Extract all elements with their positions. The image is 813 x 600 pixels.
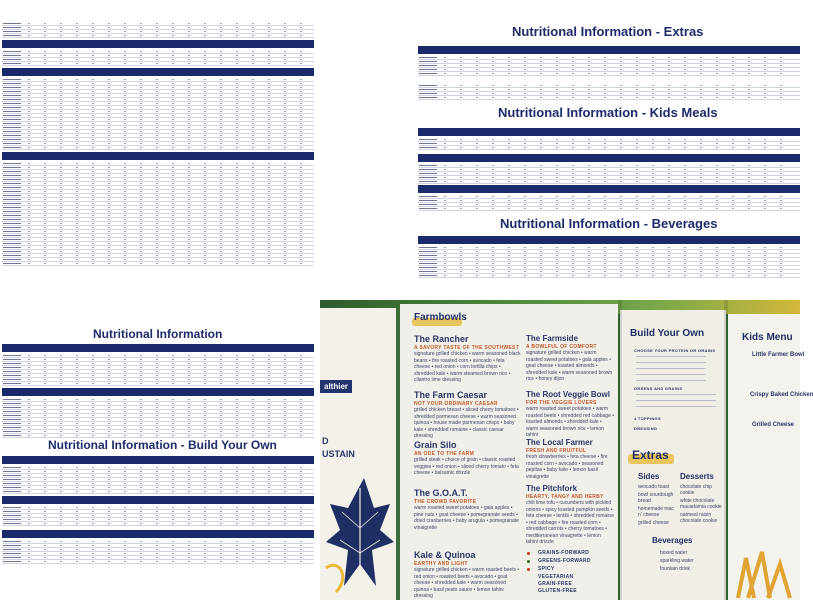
kids-item: Grilled Cheese <box>752 422 795 428</box>
dish-name: The Local Farmer <box>526 438 593 447</box>
kids-menu-page <box>728 314 813 600</box>
greens-icon <box>527 560 530 563</box>
dish-description: chili lime tofu • cucumbers with pickled onions • spicy toasted pumpkin seeds • feta cheese • lentils • shredded romaine • red cabbage • fire roasted corn • shredded carrots • cherry tomatoes • mediterranean vinaigrette • lemon tahini drizzle <box>526 500 614 545</box>
build-your-own-page <box>620 310 726 600</box>
dish-description: grilled chicken breast • sliced cherry tomatoes • shredded parmesan cheese • warm seasoned quinoa • house made parmesan crisps • baby kale • shredded romaine • classic caesar dressing <box>414 407 519 439</box>
page-fold-shadow <box>618 300 622 600</box>
kids-meals-title: Nutritional Information - Kids Meals <box>498 105 718 120</box>
dessert-item: chocolate chip cookie <box>680 484 712 496</box>
main-title: Nutritional Information <box>93 327 223 341</box>
dish-subtitle: FRESH AND FRUITFUL <box>526 448 587 454</box>
table-rows <box>2 162 314 266</box>
table-header <box>2 456 314 464</box>
legend-item: SPICY <box>538 566 555 572</box>
beverages-heading: Beverages <box>652 536 693 545</box>
sides-heading: Sides <box>638 472 660 481</box>
dish-name: The Farmside <box>526 334 579 343</box>
build-step: DRESSING <box>634 426 658 431</box>
side-item: bowl sourdough bread <box>638 492 674 504</box>
legend-item: GLUTEN-FREE <box>538 588 577 594</box>
beverage-item: sparkling water <box>660 558 694 564</box>
table-header <box>2 152 314 160</box>
table-header <box>418 154 800 162</box>
build-step: 4 TOPPINGS <box>634 416 661 421</box>
table-rows <box>2 540 314 564</box>
legend-item: GREENS-FORWARD <box>538 558 591 564</box>
tagline-fragment-1: D <box>322 436 329 446</box>
table-rows <box>2 354 314 386</box>
sheet-bottom-left <box>0 300 318 600</box>
dish-name: The Farm Caesar <box>414 390 488 400</box>
build-step: GREENS AND GRAINS <box>634 386 683 391</box>
table-rows <box>2 22 314 38</box>
dish-description: fresh strawberries • feta cheese • fire roasted corn • avocado • seasoned pepitas • baby kale • lemon basil vinaigrette <box>526 454 608 480</box>
table-rows <box>418 84 800 100</box>
table-rows <box>418 138 800 150</box>
table-rows <box>2 506 314 526</box>
dish-name: The G.O.A.T. <box>414 488 468 498</box>
spicy-icon <box>527 568 530 571</box>
dish-description: grilled steak • choice of grain • classic roasted veggies • red onion • sliced cherry tomato • feta cheese • balsamic drizzle <box>414 457 519 476</box>
table-rows <box>2 78 314 150</box>
side-item: avocado toast <box>638 484 670 490</box>
table-rows <box>418 195 800 211</box>
table-rows <box>418 164 800 184</box>
table-header <box>2 344 314 352</box>
table-header <box>2 388 314 396</box>
brand-badge: althier <box>320 380 352 393</box>
farmbowls-page <box>400 304 618 600</box>
build-protein-options <box>636 356 706 382</box>
table-header <box>418 236 800 244</box>
table-header <box>2 530 314 538</box>
flower-illustration <box>728 538 800 598</box>
grains-icon <box>527 552 530 555</box>
dish-subtitle: A BOWLFUL OF COMFORT <box>526 344 597 350</box>
farmbowls-heading: Farmbowls <box>414 312 467 323</box>
table-header <box>418 185 800 193</box>
dish-description: signature grilled chicken • warm roasted sweet potatoes • gala apples • goat cheese • toasted almonds • shredded kale • warm seasoned brown rice • honey dijon <box>526 350 613 382</box>
dish-name: The Root Veggie Bowl <box>526 390 611 399</box>
dish-name: Kale & Quinoa <box>414 550 476 560</box>
legend-item: VEGETARIAN <box>538 574 574 580</box>
table-rows <box>418 56 800 76</box>
build-your-own-title: Nutritional Information - Build Your Own <box>48 438 277 452</box>
build-step: CHOOSE YOUR PROTEIN OR GRAINS <box>634 348 716 353</box>
dessert-item: white chocolate macadamia cookie <box>680 498 722 510</box>
dish-subtitle: EARTHY AND LIGHT <box>414 561 468 567</box>
table-header <box>2 68 314 76</box>
dish-description: signature grilled chicken • warm roasted beets • red onion • roasted beets • avocado • goat cheese • shredded kale • warm seasoned quinoa • basil pesto sauce • lemon tahini dressing <box>414 567 520 599</box>
table-header <box>2 496 314 504</box>
extras-heading: Extras <box>632 448 669 462</box>
sheet-top-right <box>322 0 800 298</box>
tagline-fragment-2: USTAIN <box>322 449 355 459</box>
diet-legend <box>526 550 616 595</box>
dish-name: The Rancher <box>414 334 469 344</box>
dish-description: signature grilled chicken • warm seasoned black beans • fire roasted corn • avocado • feta cheese • red onion • corn tortilla chips • shredded kale • warm steamed brown rice • cilantro lime dressing <box>414 351 521 383</box>
table-rows <box>418 246 800 278</box>
dish-subtitle: THE CROWD FAVORITE <box>414 499 477 505</box>
dish-description: warm roasted sweet potatoes • warm roasted beets • shredded red cabbage • toasted almonds • shredded kale • warm seasoned brown rice • lemon tahini <box>526 406 615 438</box>
table-rows <box>2 50 314 66</box>
build-your-own-heading: Build Your Own <box>630 328 705 339</box>
table-header <box>418 46 800 54</box>
table-rows <box>2 466 314 494</box>
menu-photo <box>320 300 813 600</box>
build-greens-options <box>636 394 716 412</box>
beverages-title: Nutritional Information - Beverages <box>500 216 718 231</box>
dish-subtitle: HEARTY, TANGY AND HERBY <box>526 494 604 500</box>
legend-item: GRAIN-FREE <box>538 581 573 587</box>
dish-subtitle: NOT YOUR ORDINARY CAESAR <box>414 401 498 407</box>
dish-description: warm roasted sweet potatoes • gala apples • pine nuts • goat cheese • pomegranate seeds • dried cranberries • baby arugula • pomegranate vinaigrette <box>414 505 519 531</box>
dish-name: Grain Silo <box>414 440 457 450</box>
table-rows <box>2 398 314 438</box>
kids-menu-heading: Kids Menu <box>742 332 793 343</box>
beverage-item: fountain drink <box>660 566 691 572</box>
dish-subtitle: AN ODE TO THE FARM <box>414 451 475 457</box>
leaf-illustration <box>320 468 396 598</box>
desserts-heading: Desserts <box>680 472 714 481</box>
dish-name: The Pitchfork <box>526 484 578 493</box>
table-header <box>418 128 800 136</box>
legend-item: GRAINS-FORWARD <box>538 550 590 556</box>
kids-item: Crispy Baked Chicken <box>750 392 813 398</box>
extras-title: Nutritional Information - Extras <box>512 24 704 39</box>
kids-item: Little Farmer Bowl <box>752 352 805 358</box>
side-item: homemade mac n' cheese <box>638 506 674 518</box>
menu-cover-page <box>320 308 396 600</box>
dish-subtitle: A SAVORY TASTE OF THE SOUTHWEST <box>414 345 520 351</box>
side-item: grilled cheese <box>638 520 669 526</box>
sheet-top-left <box>0 0 318 298</box>
beverage-item: boxed water <box>660 550 688 556</box>
dessert-item: oatmeal raisin chocolate cookie <box>680 512 718 524</box>
page-fold-shadow <box>724 300 728 600</box>
dish-subtitle: FOR THE VEGGIE LOVERS <box>526 400 597 406</box>
table-header <box>2 40 314 48</box>
